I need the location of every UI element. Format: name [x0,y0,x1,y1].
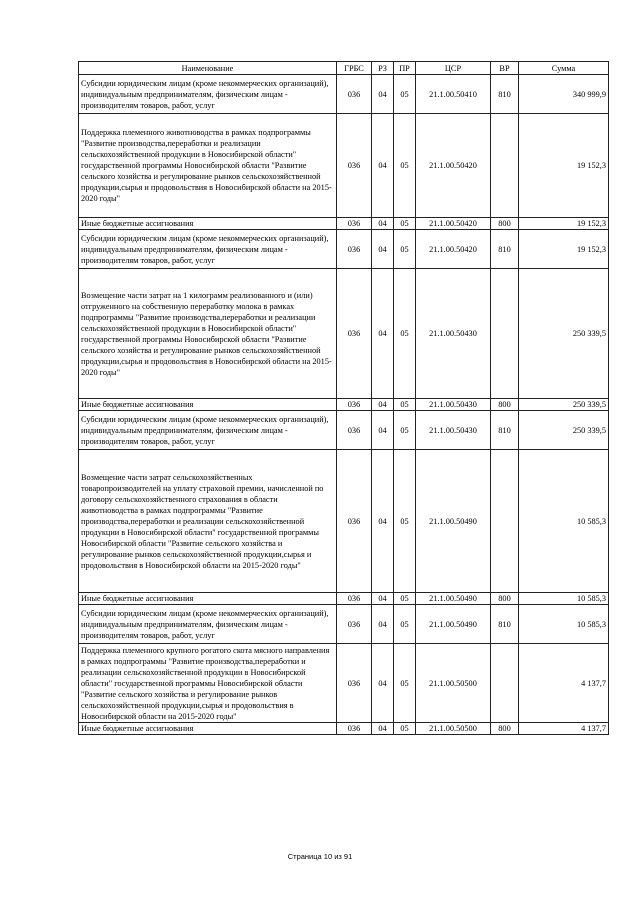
cell-pr: 05 [394,644,416,723]
cell-vr: 800 [491,399,519,411]
table-row [79,399,609,411]
cell-sum: 4 137,7 [519,723,609,735]
cell-grbs: 036 [337,644,372,723]
table-row [79,114,609,218]
cell-grbs: 036 [337,411,372,450]
header-vr: ВР [491,62,519,75]
cell-rz: 04 [372,593,394,605]
cell-pr: 05 [394,114,416,218]
cell-vr: 810 [491,411,519,450]
table-row [79,269,609,399]
table-row [79,644,609,723]
cell-grbs: 036 [337,75,372,114]
cell-rz: 04 [372,399,394,411]
cell-csr: 21.1.00.50410 [416,75,491,114]
cell-pr: 05 [394,450,416,593]
cell-rz: 04 [372,450,394,593]
cell-csr: 21.1.00.50420 [416,230,491,269]
table-row [79,593,609,605]
cell-rz: 04 [372,230,394,269]
cell-name: Субсидии юридическим лицам (кроме некоммерческих организаций), индивидуальным предпринимателям, физическим лицам - производителям товаров, работ, услуг [79,230,337,269]
cell-sum: 19 152,3 [519,230,609,269]
cell-sum: 250 339,5 [519,269,609,399]
cell-csr: 21.1.00.50430 [416,411,491,450]
cell-pr: 05 [394,230,416,269]
cell-vr: 800 [491,218,519,230]
cell-pr: 05 [394,605,416,644]
table-header-row [79,62,609,75]
header-pr: ПР [394,62,416,75]
cell-grbs: 036 [337,399,372,411]
cell-name: Возмещение части затрат сельскохозяйственных товаропроизводителей на уплату страховой премии, начисленной по договору сельскохозяйственного страхования в области животноводства в рамках подпрограммы "Развитие производства,переработки и реализации сельскохозяйственной продукции в Новосибирской области" государственной программы Новосибирской области "Развитие сельского хозяйства и регулирование рынков сельскохозяйственной продукции,сырья и продовольствия в Новосибирской области на 2015-2020 годы" [79,450,337,593]
cell-sum: 10 585,3 [519,593,609,605]
cell-csr: 21.1.00.50420 [416,114,491,218]
table-row [79,450,609,593]
cell-name: Иные бюджетные ассигнования [79,218,337,230]
header-rz: РЗ [372,62,394,75]
table-row [79,75,609,114]
cell-vr [491,269,519,399]
header-name: Наименование [79,62,337,75]
cell-grbs: 036 [337,450,372,593]
cell-pr: 05 [394,218,416,230]
page-number: Страница 10 из 91 [287,852,353,861]
cell-sum: 250 339,5 [519,411,609,450]
cell-rz: 04 [372,269,394,399]
header-csr: ЦСР [416,62,491,75]
budget-table [78,61,609,735]
cell-sum: 250 339,5 [519,399,609,411]
cell-grbs: 036 [337,218,372,230]
table-body [79,75,609,735]
cell-vr [491,644,519,723]
cell-name: Субсидии юридическим лицам (кроме некоммерческих организаций), индивидуальным предпринимателям, физическим лицам - производителям товаров, работ, услуг [79,75,337,114]
cell-pr: 05 [394,411,416,450]
cell-rz: 04 [372,644,394,723]
header-sum: Сумма [519,62,609,75]
cell-name: Поддержка племенного животноводства в рамках подпрограммы "Развитие производства,переработки и реализации сельскохозяйственной продукции в Новосибирской области" государственной программы Новосибирской области "Развитие сельского хозяйства и регулирование рынков сельскохозяйственной продукции,сырья и продовольствия в Новосибирской области на 2015-2020 годы" [79,114,337,218]
cell-csr: 21.1.00.50500 [416,723,491,735]
cell-rz: 04 [372,723,394,735]
cell-name: Иные бюджетные ассигнования [79,723,337,735]
cell-csr: 21.1.00.50490 [416,605,491,644]
cell-csr: 21.1.00.50490 [416,450,491,593]
cell-name: Субсидии юридическим лицам (кроме некоммерческих организаций), индивидуальным предпринимателям, физическим лицам - производителям товаров, работ, услуг [79,411,337,450]
table-row [79,723,609,735]
cell-sum: 340 999,9 [519,75,609,114]
cell-grbs: 036 [337,269,372,399]
cell-csr: 21.1.00.50500 [416,644,491,723]
cell-rz: 04 [372,218,394,230]
cell-pr: 05 [394,75,416,114]
cell-rz: 04 [372,411,394,450]
cell-vr: 810 [491,230,519,269]
table-row [79,411,609,450]
cell-name: Поддержка племенного крупного рогатого скота мясного направления в рамках подпрограммы "Развитие производства,переработки и реализации сельскохозяйственной продукции в Новосибирской области" государственной программы Новосибирской области "Развитие сельского хозяйства и регулирование рынков сельскохозяйственной продукции,сырья и продовольствия в Новосибирской области на 2015-2020 годы" [79,644,337,723]
cell-grbs: 036 [337,723,372,735]
cell-name: Иные бюджетные ассигнования [79,593,337,605]
cell-name: Возмещение части затрат на 1 килограмм реализованного и (или) отгруженного на собственную переработку молока в рамках подпрограммы "Развитие производства,переработки и реализации сельскохозяйственной продукции в Новосибирской области" государственной программы Новосибирской области "Развитие сельского хозяйства и регулирование рынков сельскохозяйственной продукции,сырья и продовольствия в Новосибирской области на 2015-2020 годы" [79,269,337,399]
cell-vr: 800 [491,723,519,735]
cell-rz: 04 [372,605,394,644]
table-row [79,218,609,230]
cell-sum: 19 152,3 [519,114,609,218]
table-row [79,605,609,644]
cell-pr: 05 [394,399,416,411]
cell-vr [491,114,519,218]
cell-vr: 800 [491,593,519,605]
cell-grbs: 036 [337,605,372,644]
cell-name: Иные бюджетные ассигнования [79,399,337,411]
cell-csr: 21.1.00.50430 [416,269,491,399]
cell-vr: 810 [491,75,519,114]
cell-csr: 21.1.00.50430 [416,399,491,411]
cell-grbs: 036 [337,593,372,605]
cell-sum: 10 585,3 [519,605,609,644]
cell-rz: 04 [372,75,394,114]
cell-csr: 21.1.00.50490 [416,593,491,605]
cell-vr: 810 [491,605,519,644]
cell-vr [491,450,519,593]
cell-sum: 19 152,3 [519,218,609,230]
cell-grbs: 036 [337,230,372,269]
cell-name: Субсидии юридическим лицам (кроме некоммерческих организаций), индивидуальным предпринимателям, физическим лицам - производителям товаров, работ, услуг [79,605,337,644]
table-row [79,230,609,269]
cell-rz: 04 [372,114,394,218]
header-grbs: ГРБС [337,62,372,75]
cell-pr: 05 [394,723,416,735]
cell-pr: 05 [394,269,416,399]
cell-grbs: 036 [337,114,372,218]
cell-csr: 21.1.00.50420 [416,218,491,230]
cell-pr: 05 [394,593,416,605]
cell-sum: 10 585,3 [519,450,609,593]
cell-sum: 4 137,7 [519,644,609,723]
